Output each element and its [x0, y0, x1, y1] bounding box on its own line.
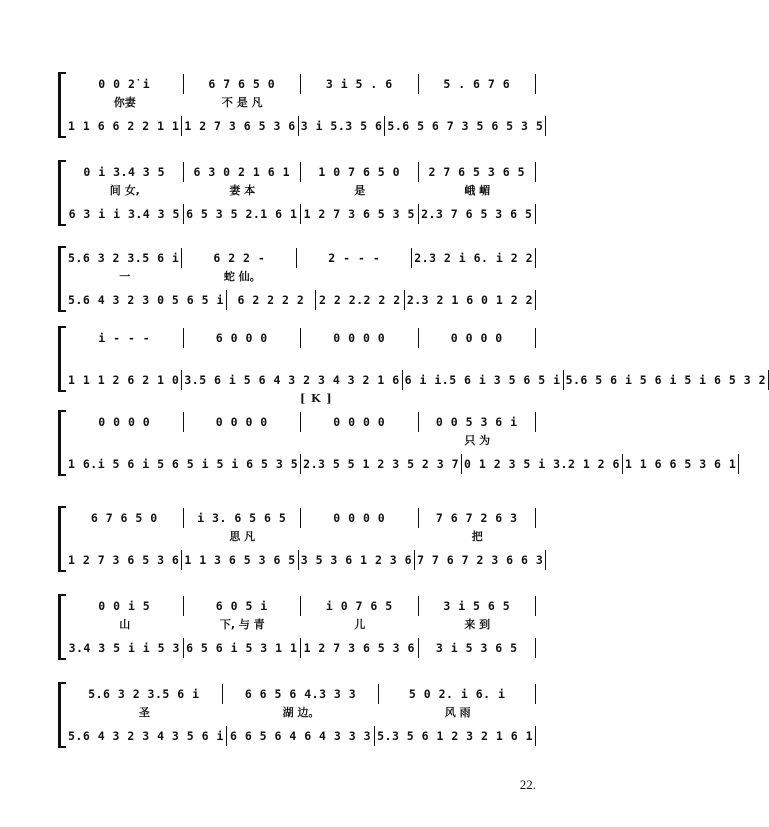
- lyric-text: 来 到: [464, 618, 491, 631]
- lyric-text: 峨 嵋: [464, 184, 491, 197]
- melody-measure: 5.6 3 2 3.5 6 i: [66, 248, 182, 268]
- accompaniment-measure: 3.4 3 5 i i 5 3: [66, 638, 184, 658]
- melody-measure: 6 0 0 0: [184, 328, 302, 348]
- melody-measure: 6 3 0 2 1 6 1: [184, 162, 302, 182]
- lyric-text: 风 雨: [444, 706, 471, 719]
- accompaniment-line: [66, 204, 536, 224]
- melody-measure: i 3. 6 5 6 5: [184, 508, 302, 528]
- lyric-text: 湖 边。: [282, 706, 320, 719]
- melody-measure: 6 0 5 i: [184, 596, 302, 616]
- accompaniment-line: [66, 726, 536, 746]
- melody-measure: i - - -: [66, 328, 184, 348]
- accompaniment-line: [66, 290, 536, 310]
- melody-line: [66, 248, 536, 268]
- lyric-text: 圣: [138, 706, 150, 719]
- rehearsal-mark: [ K ]: [300, 392, 333, 405]
- melody-measure: 3 i 5 6 5: [419, 596, 537, 616]
- accompaniment-measure: 5.6 5 6 7 3 5 6 5 3 5: [385, 116, 546, 136]
- melody-measure: 6 7 6 5 0: [184, 74, 302, 94]
- melody-measure: 2 7 6 5 3 6 5: [419, 162, 537, 182]
- melody-measure: 3 i 5 . 6: [301, 74, 419, 94]
- accompaniment-measure: 1 2 7 3 6 5 3 6: [301, 638, 419, 658]
- score-system-6: [62, 506, 544, 572]
- score-system-4: [62, 326, 766, 405]
- system-brace: [58, 246, 66, 312]
- lyric-text: 蛇 仙。: [223, 270, 261, 283]
- lyric-text: 思 凡: [229, 530, 256, 543]
- lyrics-line: [66, 528, 536, 544]
- score-system-7: [62, 594, 536, 660]
- accompaniment-measure: 1 1 1 2 6 2 1 0: [66, 370, 182, 390]
- system-brace: [58, 72, 66, 138]
- accompaniment-measure: 6 5 3 5 2.1 6 1: [184, 204, 302, 224]
- accompaniment-line: [66, 638, 536, 658]
- lyric-text: 妻 本: [229, 184, 256, 197]
- melody-measure: 0 0 0 0: [301, 328, 419, 348]
- melody-measure: 0 0 0 0: [301, 508, 419, 528]
- lyric-text: 下, 与 青: [219, 618, 265, 631]
- score-system-8: [62, 682, 536, 748]
- accompaniment-measure: 0 1 2 3 5 i 3.2 1 2 6: [462, 454, 623, 474]
- accompaniment-line: [66, 116, 544, 136]
- accompaniment-measure: 7 7 6 7 2 3 6 6 3: [415, 550, 546, 570]
- lyric-text: 是: [354, 184, 366, 197]
- accompaniment-measure: 6 3 i i 3.4 3 5: [66, 204, 184, 224]
- accompaniment-measure: 5.6 4 3 2 3 4 3 5 6 i: [66, 726, 227, 746]
- accompaniment-measure: 1 1 6 6 5 3 6 1: [623, 454, 739, 474]
- lyric-text: 你妻: [113, 96, 136, 109]
- accompaniment-measure: 1 2 7 3 6 5 3 5: [301, 204, 419, 224]
- system-brace: [58, 594, 66, 660]
- melody-line: [66, 328, 536, 348]
- accompaniment-measure: 2.3 7 6 5 3 6 5: [419, 204, 537, 224]
- melody-measure: 0 0 0 0: [184, 412, 302, 432]
- system-brace: [58, 506, 66, 572]
- melody-line: [66, 596, 536, 616]
- melody-measure: 0 0 0 0: [419, 328, 537, 348]
- accompaniment-measure: 2 2 2.2 2 2: [316, 290, 405, 310]
- melody-line: [66, 684, 536, 704]
- score-system-2: [62, 160, 536, 226]
- melody-measure: 5 0 2. i 6. i: [379, 684, 536, 704]
- melody-measure: 5 . 6 7 6: [419, 74, 537, 94]
- melody-measure: 0 0 2̇ i: [66, 74, 184, 94]
- accompaniment-line: [66, 454, 737, 474]
- lyrics-line: [66, 182, 536, 198]
- melody-measure: 1 0 7 6 5 0: [301, 162, 419, 182]
- melody-measure: 0 0 0 0: [301, 412, 419, 432]
- accompaniment-measure: 6 2 2 2 2: [227, 290, 316, 310]
- accompaniment-line: [66, 370, 766, 390]
- melody-line: [66, 508, 536, 528]
- accompaniment-measure: 5.3 5 6 1 2 3 2 1 6 1: [375, 726, 536, 746]
- accompaniment-line: [66, 550, 544, 570]
- melody-measure: 0 0 5 3 6 i: [419, 412, 537, 432]
- page-number: 22.: [519, 777, 536, 792]
- accompaniment-measure: 3.5 6 i 5 6 4 3 2 3 4 3 2 1 6: [182, 370, 402, 390]
- system-brace: [58, 682, 66, 748]
- melody-measure: 7 6 7 2 6 3: [419, 508, 537, 528]
- melody-measure: 0 i 3.4 3 5: [66, 162, 184, 182]
- melody-line: [66, 74, 536, 94]
- score-system-1: [62, 72, 544, 138]
- accompaniment-measure: 3 5 3 6 1 2 3 6: [299, 550, 415, 570]
- accompaniment-measure: 6 5 6 i 5 3 1 1: [184, 638, 302, 658]
- score-system-5: [62, 410, 737, 476]
- melody-measure: i 0 7 6 5: [301, 596, 419, 616]
- system-brace: [58, 410, 66, 476]
- accompaniment-measure: 2.3 2 1 6 0 1 2 2: [405, 290, 536, 310]
- melody-measure: 0 0 i 5: [66, 596, 184, 616]
- accompaniment-measure: 6 6 5 6 4 6 4 3 3 3: [227, 726, 375, 746]
- lyric-text: 不 是 凡: [221, 96, 263, 109]
- lyric-text: 间 女,: [109, 184, 140, 197]
- lyric-text: 山: [119, 618, 131, 631]
- lyrics-line: [66, 704, 536, 720]
- accompaniment-measure: 5.6 4 3 2 3 0 5 6 5 i: [66, 290, 227, 310]
- lyrics-line: [66, 432, 536, 448]
- melody-measure: 5.6 3 2 3.5 6 i: [66, 684, 223, 704]
- accompaniment-measure: 5.6 5 6 i 5 6 i 5 i 6 5 3 2: [564, 370, 769, 390]
- system-brace: [58, 326, 66, 392]
- melody-measure: 6 6 5 6 4.3 3 3: [223, 684, 380, 704]
- melody-line: [66, 412, 536, 432]
- lyric-text: 只 为: [464, 434, 491, 447]
- accompaniment-measure: 1 1 6 6 2 2 1 1: [66, 116, 182, 136]
- melody-measure: 2.3 2 i 6. i 2 2: [412, 248, 536, 268]
- melody-measure: 2 - - -: [297, 248, 412, 268]
- melody-line: [66, 162, 536, 182]
- lyric-text: 一: [119, 270, 131, 283]
- lyric-text: 把: [471, 530, 483, 543]
- lyrics-line: [66, 616, 536, 632]
- melody-measure: 0 0 0 0: [66, 412, 184, 432]
- system-brace: [58, 160, 66, 226]
- lyrics-line: [66, 94, 536, 110]
- lyrics-line: [66, 268, 536, 284]
- accompaniment-measure: 3 i 5.3 5 6: [299, 116, 386, 136]
- accompaniment-measure: 1 6.i 5 6 i 5 6 5 i 5 i 6 5 3 5: [66, 454, 301, 474]
- melody-measure: 6 2 2 -: [182, 248, 297, 268]
- accompaniment-measure: 1 2 7 3 6 5 3 6: [66, 550, 182, 570]
- accompaniment-measure: 2.3 5 5 1 2 3 5 2 3 7: [301, 454, 462, 474]
- lyric-text: 儿: [354, 618, 366, 631]
- accompaniment-measure: 1 2 7 3 6 5 3 6: [182, 116, 298, 136]
- melody-measure: 6 7 6 5 0: [66, 508, 184, 528]
- accompaniment-measure: 6 i i.5 6 i 3 5 6 5 i: [403, 370, 564, 390]
- accompaniment-measure: 3 i 5 3 6 5: [419, 638, 537, 658]
- accompaniment-measure: 1 1 3 6 5 3 6 5: [182, 550, 298, 570]
- score-system-3: [62, 246, 536, 312]
